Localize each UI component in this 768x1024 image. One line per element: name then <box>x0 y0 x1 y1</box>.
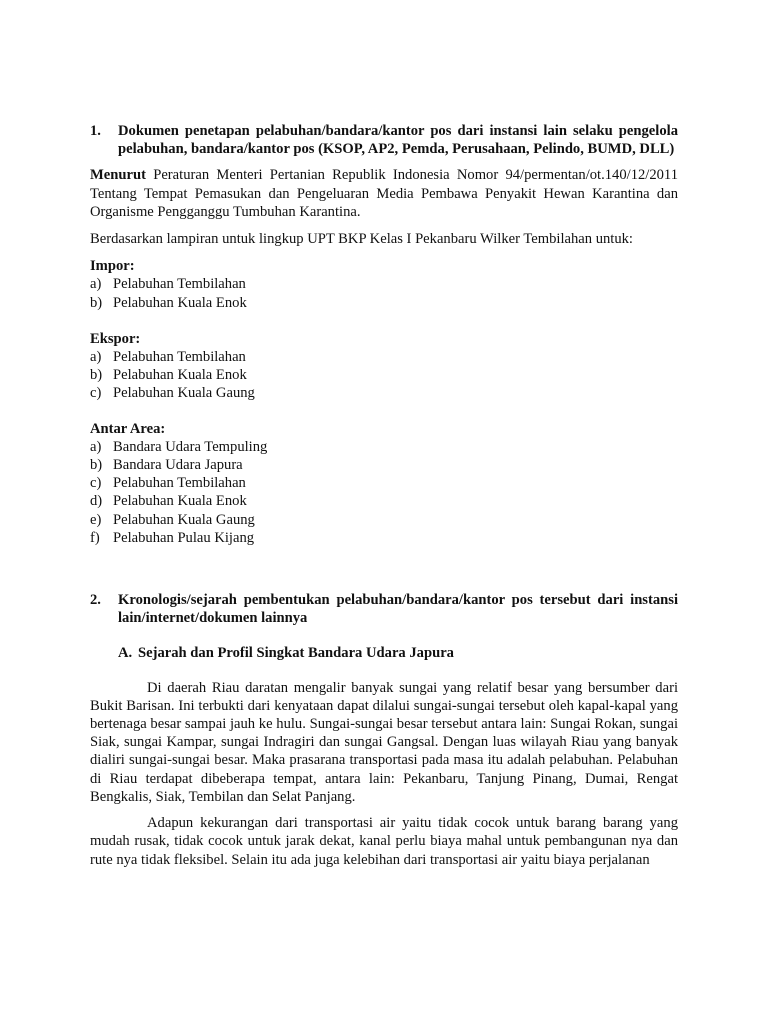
list-item-text: Pelabuhan Kuala Enok <box>113 493 247 510</box>
list-item-label: a) <box>90 276 102 293</box>
section-2-title: Kronologis/sejarah pembentukan pelabuhan/bandara/kantor pos tersebut dari instansi lain/internet/dokumen lainnya <box>118 592 678 627</box>
section-1-heading <box>90 122 678 158</box>
intro-paragraph <box>90 166 678 221</box>
list-item <box>90 294 678 312</box>
body-paragraph-1: Di daerah Riau daratan mengalir banyak sungai yang relatif besar yang bersumber dari Bukit Barisan. Ini terbukti dari kenyataan dapat dilalui sungai-sungai tersebut oleh kapal-kapal yang bertenaga besar sampai jauh ke hulu. Sungai-sungai besar tersebut antara lain: Sungai Rokan, sungai Siak, sungai Kampar, sungai Indragiri dan sungai Gangsal. Dengan luas wilayah Riau yang banyak dialiri sungai-sungai besar. Maka prasarana transportasi pada masa itu adalah pelabuhan. Pelabuhan di Riau terdapat dibeberapa tempat, antara lain: Pekanbaru, Tanjung Pinang, Dumai, Rengat Bengkalis, Siak, Tembilan dan Selat Panjang. <box>90 679 678 805</box>
list-item <box>90 511 678 529</box>
impor-heading: Impor: <box>90 258 135 275</box>
intro-bold-word: Menurut <box>90 167 146 184</box>
list-item-text: Pelabuhan Tembilahan <box>113 349 246 366</box>
section-1-title: Dokumen penetapan pelabuhan/bandara/kantor pos dari instansi lain selaku pengelola pelabuhan, bandara/kantor pos (KSOP, AP2, Pemda, Perusahaan, Pelindo, BUMD, DLL) <box>118 123 678 158</box>
subsection-a-label: A. <box>118 645 133 662</box>
list-item <box>90 456 678 474</box>
list-item-label: b) <box>90 367 103 384</box>
list-item <box>90 275 678 293</box>
antar-area-heading: Antar Area: <box>90 420 166 437</box>
list-item-text: Pelabuhan Tembilahan <box>113 475 246 492</box>
list-item-text: Pelabuhan Tembilahan <box>113 276 246 293</box>
section-2-number: 2. <box>90 592 101 609</box>
list-item-label: b) <box>90 457 103 474</box>
list-item-label: c) <box>90 385 102 402</box>
section-1-number: 1. <box>90 123 101 139</box>
list-item-label: d) <box>90 493 103 510</box>
list-item <box>90 474 678 492</box>
antar-area-list <box>90 438 678 547</box>
list-item <box>90 492 678 510</box>
impor-list <box>90 275 678 311</box>
list-item-label: b) <box>90 294 103 311</box>
document-content <box>90 122 678 869</box>
list-item <box>90 438 678 456</box>
list-item-text: Pelabuhan Pulau Kijang <box>113 529 255 546</box>
intro-text: Peraturan Menteri Pertanian Republik Indonesia Nomor 94/permentan/ot.140/12/2011 Tentang Tempat Pemasukan dan Pengeluaran Media Pembawa Penyakit Hewan Karantina dan Organisme Pengganggu Tumbuhan Karantina. <box>90 167 678 220</box>
subsection-a-title: Sejarah dan Profil Singkat Bandara Udara Japura <box>138 645 454 662</box>
ekspor-list <box>90 348 678 403</box>
list-item-text: Pelabuhan Kuala Gaung <box>113 385 255 402</box>
list-item-text: Pelabuhan Kuala Enok <box>113 367 247 384</box>
body-paragraph-2: Adapun kekurangan dari transportasi air yaitu tidak cocok untuk barang barang yang mudah rusak, tidak cocok untuk jarak dekat, kanal perlu biaya mahal untuk pembangunan nya dan rute nya tidak fleksibel. Selain itu ada juga kelebihan dari transportasi air yaitu biaya perjalanan <box>90 815 678 868</box>
list-item-label: a) <box>90 438 102 455</box>
list-item <box>90 366 678 384</box>
list-item <box>90 384 678 402</box>
list-item <box>90 348 678 366</box>
basis-paragraph: Berdasarkan lampiran untuk lingkup UPT BKP Kelas I Pekanbaru Wilker Tembilahan untuk: <box>90 231 633 248</box>
list-item-label: f) <box>90 529 100 546</box>
section-2-heading <box>90 591 678 627</box>
subsection-a-heading <box>118 644 678 662</box>
ekspor-heading: Ekspor: <box>90 330 141 347</box>
list-item-label: e) <box>90 511 102 528</box>
list-item-text: Pelabuhan Kuala Gaung <box>113 511 255 528</box>
list-item-label: a) <box>90 349 102 366</box>
list-item-text: Bandara Udara Tempuling <box>113 438 268 455</box>
list-item-text: Pelabuhan Kuala Enok <box>113 294 247 311</box>
list-item-text: Bandara Udara Japura <box>113 457 243 474</box>
list-item-label: c) <box>90 475 102 492</box>
list-item <box>90 529 678 547</box>
